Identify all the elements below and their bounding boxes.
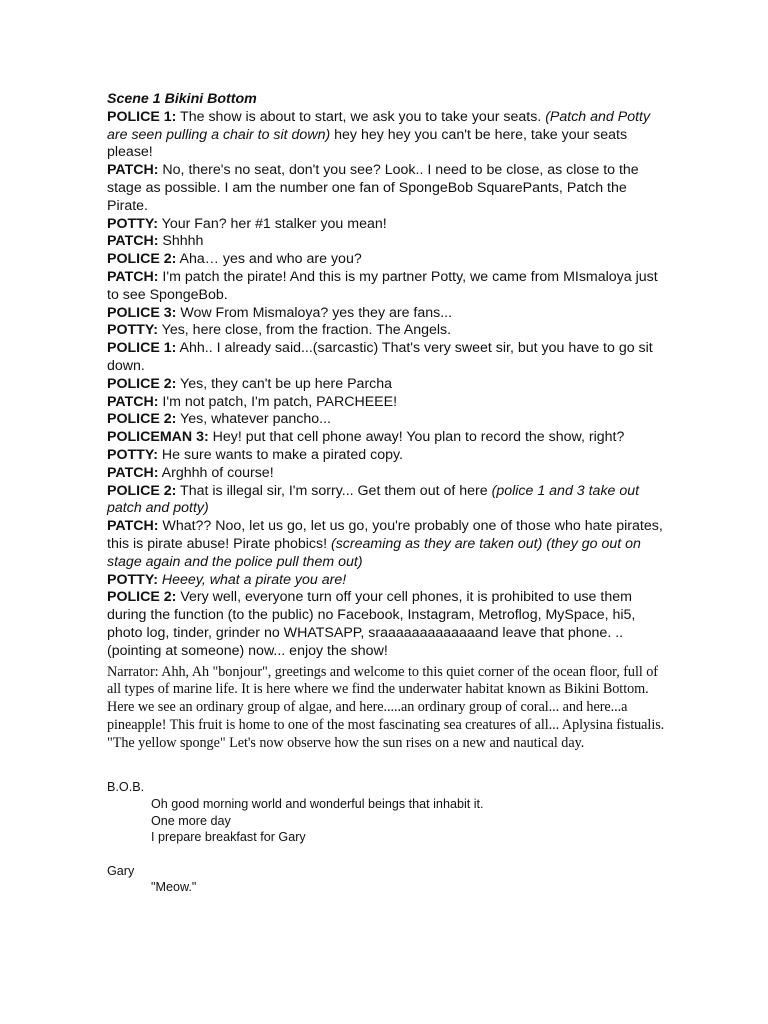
dialogue-line xyxy=(107,322,667,340)
speaker-name: POTTY: xyxy=(107,571,158,588)
dialogue-line xyxy=(107,483,667,519)
speaker-name: PATCH: xyxy=(107,233,159,250)
speaker-name: PATCH: xyxy=(107,268,159,285)
stage-direction: (Patch and Potty are seen pulling a chair to sit down) xyxy=(107,108,651,143)
speaker-name: POLICE 2: xyxy=(107,251,177,268)
dialogue-text: Ahh.. I already said...(sarcastic) That's very sweet sir, but you have to go sit down. xyxy=(107,340,653,374)
dialogue-line xyxy=(107,216,667,234)
speaker-name: POLICEMAN 3: xyxy=(107,429,209,446)
dialogue-line xyxy=(107,340,667,376)
song-block xyxy=(107,779,667,845)
speaker-name: POLICE 2: xyxy=(107,375,177,392)
song-line: Oh good morning world and wonderful beings that inhabit it. xyxy=(151,797,484,812)
dialogue-text: Yes, here close, from the fraction. The Angels. xyxy=(157,322,452,339)
dialogue-text: I'm patch the pirate! And this is my partner Potty, we came from MIsmaloya just to see SpongeBob. xyxy=(107,268,658,303)
dialogue-line xyxy=(107,518,667,571)
document-page xyxy=(107,91,667,896)
dialogue-line xyxy=(107,233,667,251)
speaker-name: POTTY: xyxy=(107,215,158,232)
script-section xyxy=(107,91,667,661)
dialogue-line xyxy=(107,429,667,447)
song-block xyxy=(107,863,667,896)
speaker-name: POLICE 3: xyxy=(107,304,177,321)
speaker-name: PATCH: xyxy=(107,518,159,535)
dialogue-text: Very well, everyone turn off your cell phones, it is prohibited to use them during the function (to the public) no Facebook, Instagram, Metroflog, MySpace, hi5, photo log, tinder, grinder no WHATSAPP, sraaaaaaaaaaaaand leave that phone. ..(pointing at someone) now... enjoy the show! xyxy=(107,589,636,659)
dialogue-text: Aha… yes and who are you? xyxy=(176,251,362,268)
speaker-name: PATCH: xyxy=(107,162,159,179)
dialogue-text: What?? Noo, let us go, let us go, you're probably one of those who hate pirates, this is pirate abuse! Pirate phobics! xyxy=(107,518,663,552)
dialogue-line xyxy=(107,109,667,162)
dialogue-text: Hey! put that cell phone away! You plan to record the show, right? xyxy=(208,429,625,446)
speaker-name: POTTY: xyxy=(107,446,158,463)
dialogue-text: hey hey hey you can't be here, take your seats please! xyxy=(107,126,628,161)
speaker-name: POLICE 2: xyxy=(107,411,177,428)
dialogue-line xyxy=(107,269,667,305)
dialogue-line xyxy=(107,411,667,429)
dialogue-text: Yes, they can't be up here Parcha xyxy=(176,375,393,392)
dialogue-line xyxy=(107,447,667,465)
dialogue-text: I'm not patch, I'm patch, PARCHEEE! xyxy=(158,393,398,410)
song-section xyxy=(107,779,667,896)
scene-title: Scene 1 Bikini Bottom xyxy=(107,91,257,107)
dialogue-line xyxy=(107,589,667,660)
song-line: "Meow." xyxy=(151,880,197,895)
dialogue-line xyxy=(107,394,667,412)
dialogue-line xyxy=(107,572,667,590)
stage-direction: (police 1 and 3 take out patch and potty) xyxy=(107,482,640,517)
stage-direction: Heeey, what a pirate you are! xyxy=(157,571,347,588)
dialogue-text: Wow From Mismaloya? yes they are fans... xyxy=(176,304,453,321)
dialogue xyxy=(107,109,667,661)
singer-name: Gary xyxy=(107,863,135,878)
stage-direction: (screaming as they are taken out) (they go out on stage again and the police pull them out) xyxy=(107,535,641,570)
song-line: One more day xyxy=(151,813,231,828)
speaker-name: POLICE 2: xyxy=(107,589,177,606)
dialogue-line xyxy=(107,251,667,269)
dialogue-line xyxy=(107,376,667,394)
dialogue-text: Arghhh of course! xyxy=(158,464,274,481)
dialogue-text: Yes, whatever pancho... xyxy=(176,411,331,428)
dialogue-line xyxy=(107,305,667,323)
speaker-name: POTTY: xyxy=(107,322,158,339)
dialogue-text: Your Fan? her #1 stalker you mean! xyxy=(157,215,387,232)
speaker-name: POLICE 2: xyxy=(107,482,177,499)
dialogue-text: He sure wants to make a pirated copy. xyxy=(157,446,403,463)
narrator-paragraph: Narrator: Ahh, Ah "bonjour", greetings and welcome to this quiet corner of the ocean floor, full of all types of marine life. It is here where we find the underwater habitat known as Bikini Bottom. Here we see an ordinary group of algae, and here.....an ordinary group of coral... and here...a pineapple! This fruit is home to one of the most fascinating sea creatures of all... Aplysina fistualis. "The yellow sponge" Let's now observe how the sun rises on a new and nautical day. xyxy=(107,663,665,751)
song-line: I prepare breakfast for Gary xyxy=(151,830,306,845)
dialogue-text: That is illegal sir, I'm sorry... Get them out of here xyxy=(176,482,492,499)
dialogue-text: No, there's no seat, don't you see? Look.. I need to be close, as close to the stage as possible. I am the number one fan of SpongeBob SquarePants, Patch the Pirate. xyxy=(107,162,639,214)
speaker-name: POLICE 1: xyxy=(107,108,177,125)
dialogue-line xyxy=(107,465,667,483)
speaker-name: PATCH: xyxy=(107,464,159,481)
speaker-name: PATCH: xyxy=(107,393,159,410)
singer-name: B.O.B. xyxy=(107,780,145,795)
dialogue-text: Shhhh xyxy=(158,233,204,250)
dialogue-text: The show is about to start, we ask you to take your seats. xyxy=(176,108,546,125)
dialogue-line xyxy=(107,162,667,215)
speaker-name: POLICE 1: xyxy=(107,340,177,357)
